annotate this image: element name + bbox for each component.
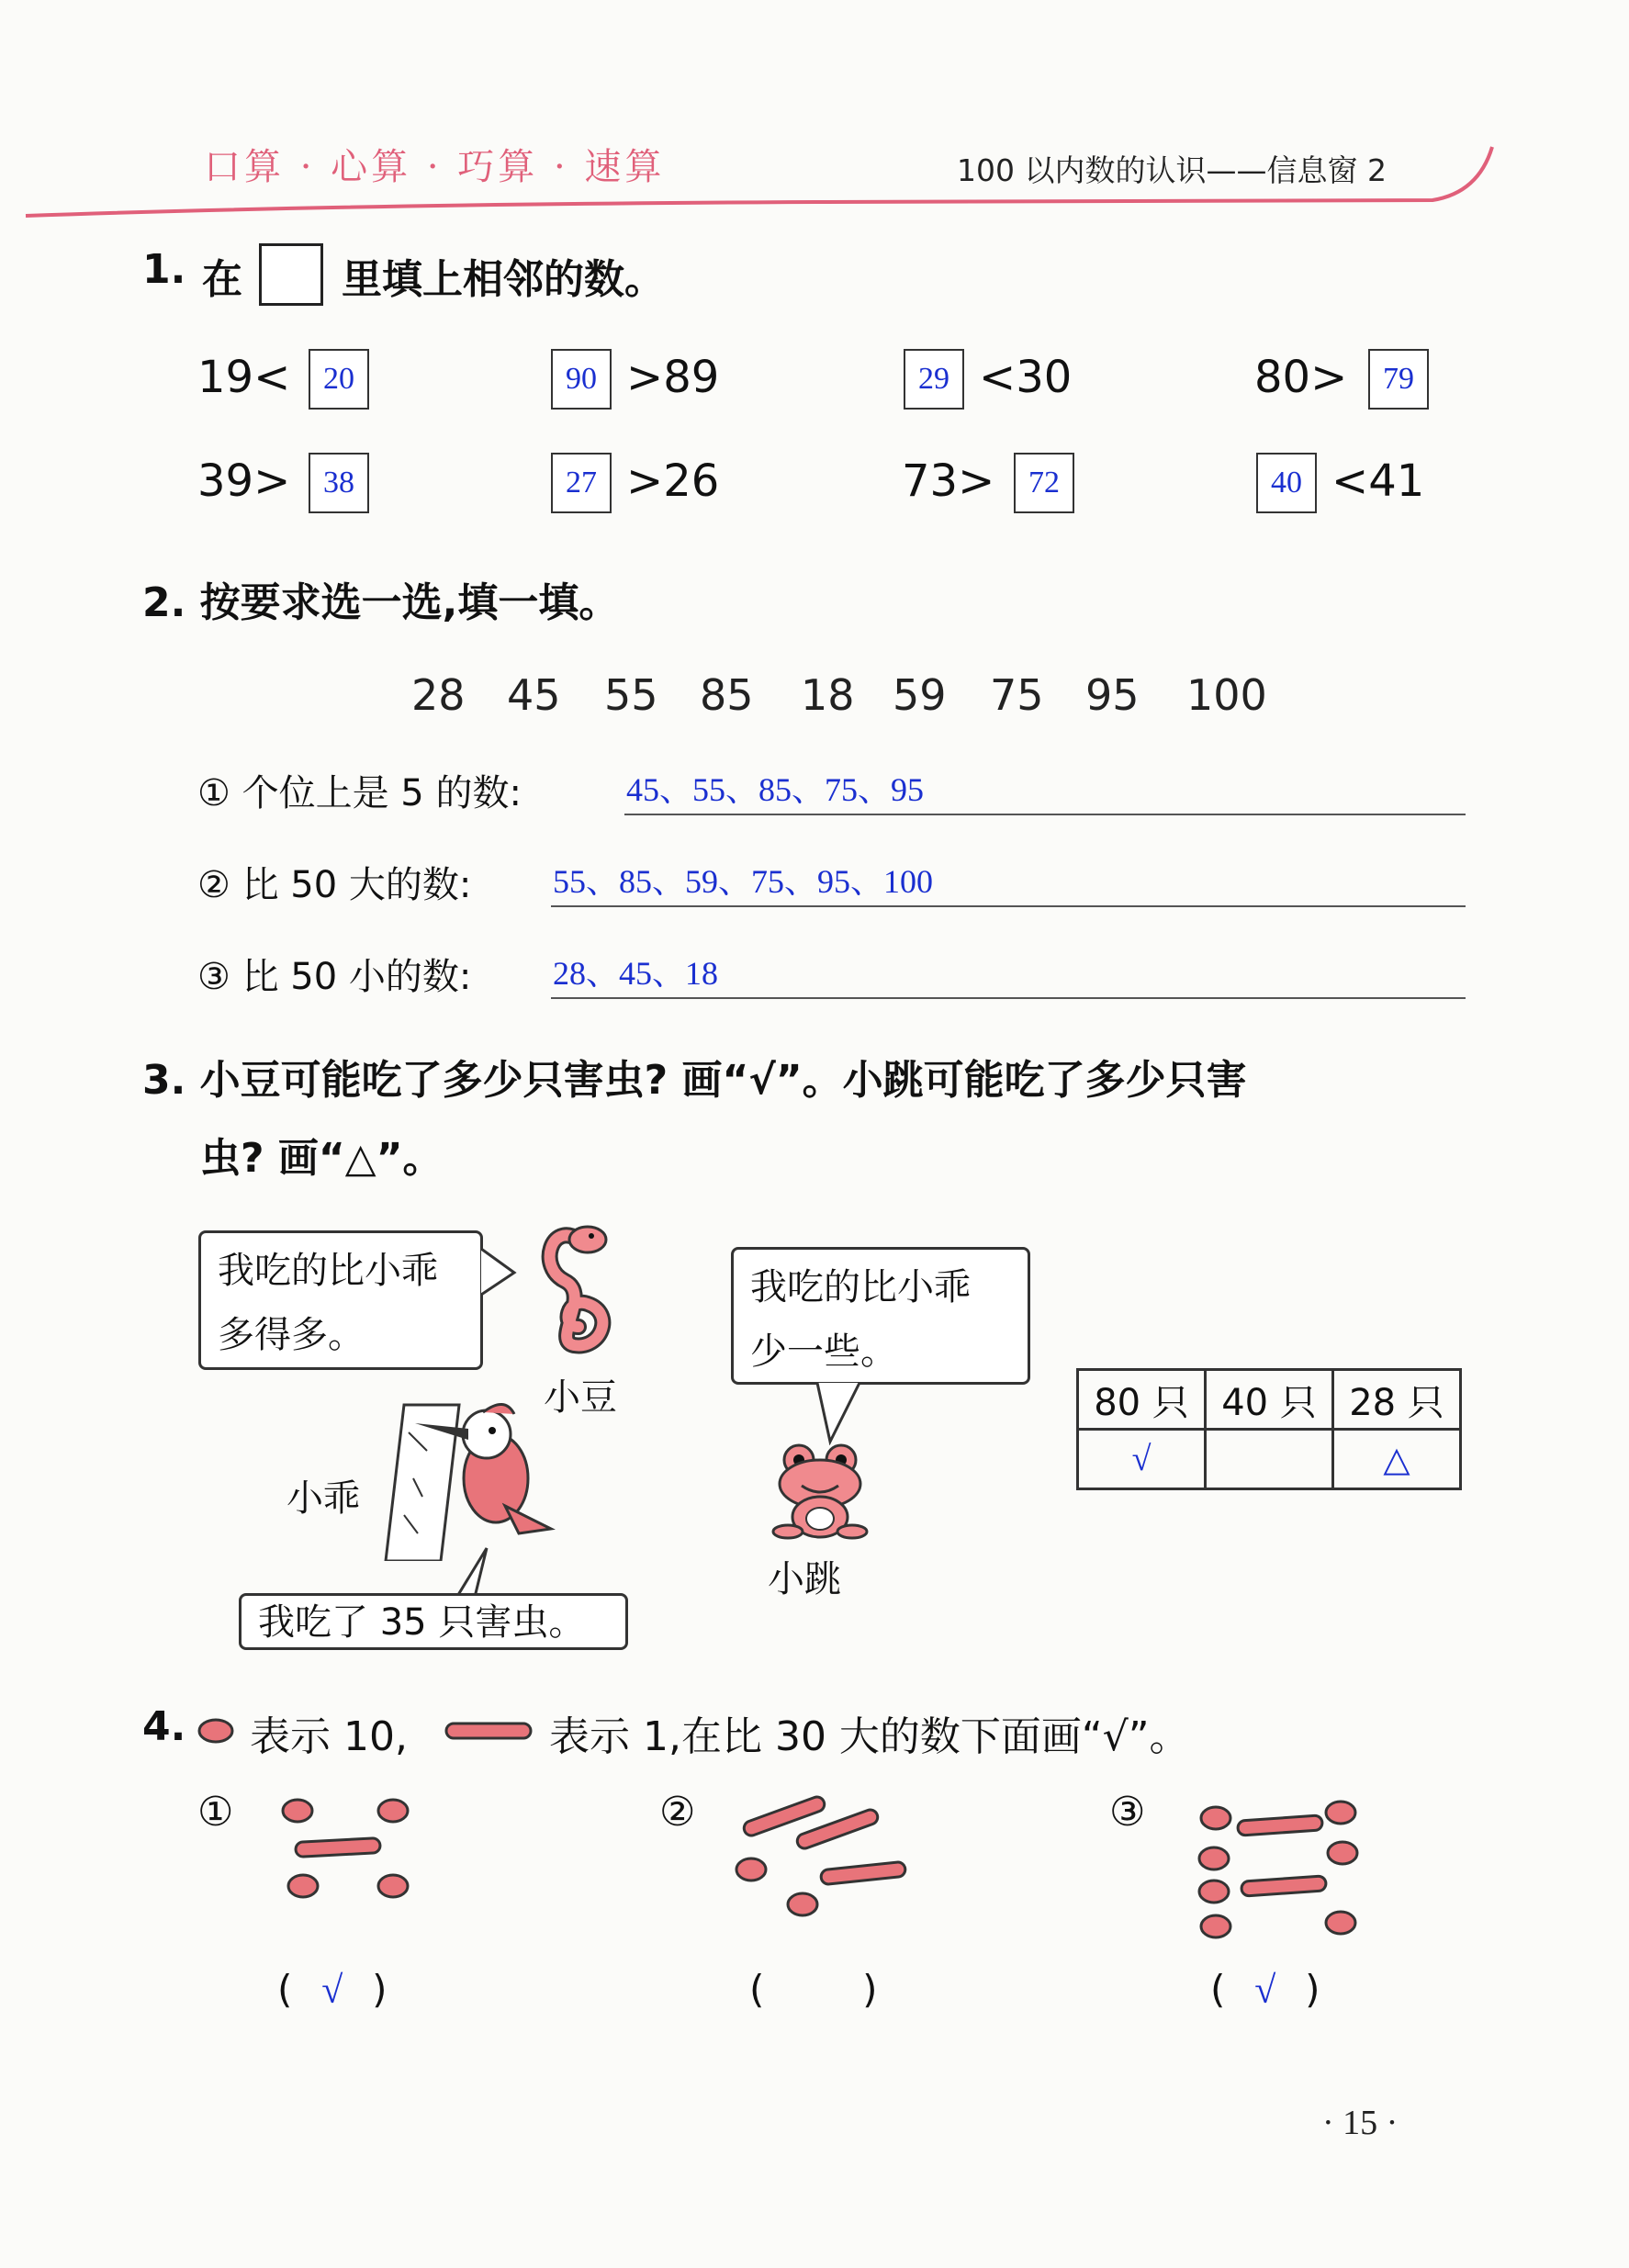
q4-item2-label: ② (659, 1789, 696, 1836)
xiaodou-speech-line1: 我吃的比小乖 (218, 1250, 438, 1292)
q1-number: 1. (142, 246, 186, 293)
xiaotiao-name: 小跳 (768, 1558, 841, 1600)
q4-title-b: 表示 1,在比 30 大的数下面画“√”。 (549, 1713, 1190, 1760)
q4-item1-answer-paren[interactable]: ( √ ) (277, 1967, 388, 2012)
q3-answer-table (1076, 1368, 1462, 1490)
bead-ten-icon (195, 1715, 237, 1746)
q4-item3-label: ③ (1109, 1789, 1146, 1836)
q2-number-7: 75 (990, 670, 1044, 720)
q1-item2-box[interactable]: 90 (551, 349, 612, 410)
q3-table-mark-1[interactable]: √ (1078, 1430, 1206, 1489)
q2-number-8: 95 (1085, 670, 1140, 720)
woodpecker-icon (367, 1396, 560, 1561)
q1-item5-box[interactable]: 38 (309, 453, 369, 513)
q4-item1-answer: √ (321, 1970, 343, 2012)
header-section-title: 100 以内数的认识——信息窗 2 (957, 152, 1387, 188)
q2-number-5: 18 (801, 670, 855, 720)
q1-item4-left: 80> (1254, 352, 1348, 403)
q1-item3-right: <30 (979, 352, 1073, 403)
q2-sub3-line (551, 997, 1466, 999)
q3-table-mark-2[interactable] (1206, 1430, 1333, 1489)
q2-sub1-answer[interactable]: 45、55、85、75、95 (626, 771, 925, 808)
q2-sub2-answer[interactable]: 55、85、59、75、95、100 (553, 863, 933, 900)
q2-sub1-label: ① 个位上是 5 的数: (197, 772, 522, 814)
q2-number-3: 55 (604, 670, 658, 720)
q4-title-a: 表示 10, (250, 1713, 408, 1760)
q1-title-post: 里填上相邻的数。 (342, 256, 665, 303)
q2-sub3-answer[interactable]: 28、45、18 (553, 955, 719, 992)
q1-item1-box[interactable]: 20 (309, 349, 369, 410)
snake-icon (523, 1212, 624, 1359)
q3-table-header-3: 28 只 (1333, 1370, 1461, 1430)
q3-title-line1: 3. 小豆可能吃了多少只害虫? 画“√”。小跳可能吃了多少只害 (142, 1057, 1247, 1104)
q4-item3-answer-paren[interactable]: ( √ ) (1210, 1967, 1320, 2012)
q2-sub2-line (551, 905, 1466, 907)
header-series-title: 口算 · 心算 · 巧算 · 速算 (204, 146, 666, 188)
q1-item5-left: 39> (197, 455, 291, 507)
q1-item6-right: >26 (626, 455, 720, 507)
q4-item1-label: ① (197, 1789, 234, 1836)
q1-item4-box[interactable]: 79 (1368, 349, 1429, 410)
q2-number-2: 45 (507, 670, 561, 720)
q2-sub2-label: ② 比 50 大的数: (197, 864, 472, 906)
xiaoguai-name: 小乖 (286, 1477, 360, 1520)
q4-number: 4. (142, 1703, 186, 1750)
q2-number-1: 28 (411, 670, 466, 720)
frog-icon (770, 1440, 871, 1541)
q1-item3-box[interactable]: 29 (904, 349, 964, 410)
xiaoguai-speech-text: 我吃了 35 只害虫。 (258, 1601, 586, 1644)
q1-example-box (259, 243, 323, 306)
page-number: · 15 · (1322, 2104, 1399, 2142)
q4-item3-answer: √ (1254, 1970, 1276, 2012)
q3-table-header-1: 80 只 (1078, 1370, 1206, 1430)
q3-table-mark-3[interactable]: △ (1333, 1430, 1461, 1489)
xiaotiao-speech-bubble (731, 1247, 1030, 1385)
q3-table-header-2: 40 只 (1206, 1370, 1333, 1430)
q3-title-line2: 虫? 画“△”。 (200, 1135, 444, 1182)
q1-item8-box[interactable]: 40 (1256, 453, 1317, 513)
q1-item6-box[interactable]: 27 (551, 453, 612, 513)
q1-item8-right: <41 (1331, 455, 1425, 507)
xiaotiao-bubble-tail (808, 1381, 882, 1445)
xiaotiao-speech-line1: 我吃的比小乖 (750, 1266, 971, 1308)
q2-sub3-label: ③ 比 50 小的数: (197, 956, 472, 998)
q2-sub1-line (624, 814, 1466, 815)
q1-item7-left: 73> (902, 455, 995, 507)
q4-item2-diagram (729, 1791, 931, 1928)
xiaodou-speech-line2: 多得多。 (218, 1314, 365, 1356)
q1-item1-left: 19< (197, 352, 291, 403)
header-divider (0, 0, 1629, 239)
q1-item2-right: >89 (626, 352, 720, 403)
q2-number-4: 85 (700, 670, 754, 720)
q4-item2-answer-paren[interactable]: ( ) (749, 1967, 878, 2012)
xiaotiao-speech-line2: 少一些。 (750, 1330, 897, 1373)
q1-item7-box[interactable]: 72 (1014, 453, 1074, 513)
xiaodou-speech-bubble (198, 1230, 483, 1370)
q2-number-6: 59 (893, 670, 947, 720)
xiaoguai-speech-bubble (239, 1593, 628, 1650)
stick-one-icon (443, 1715, 538, 1746)
q1-title-pre: 在 (202, 256, 242, 303)
q2-number-9: 100 (1186, 670, 1267, 720)
q4-item3-diagram (1185, 1791, 1387, 1947)
q4-item1-diagram (266, 1791, 432, 1928)
xiaodou-name: 小豆 (544, 1376, 617, 1419)
q2-title: 2. 按要求选一选,填一填。 (142, 579, 620, 626)
